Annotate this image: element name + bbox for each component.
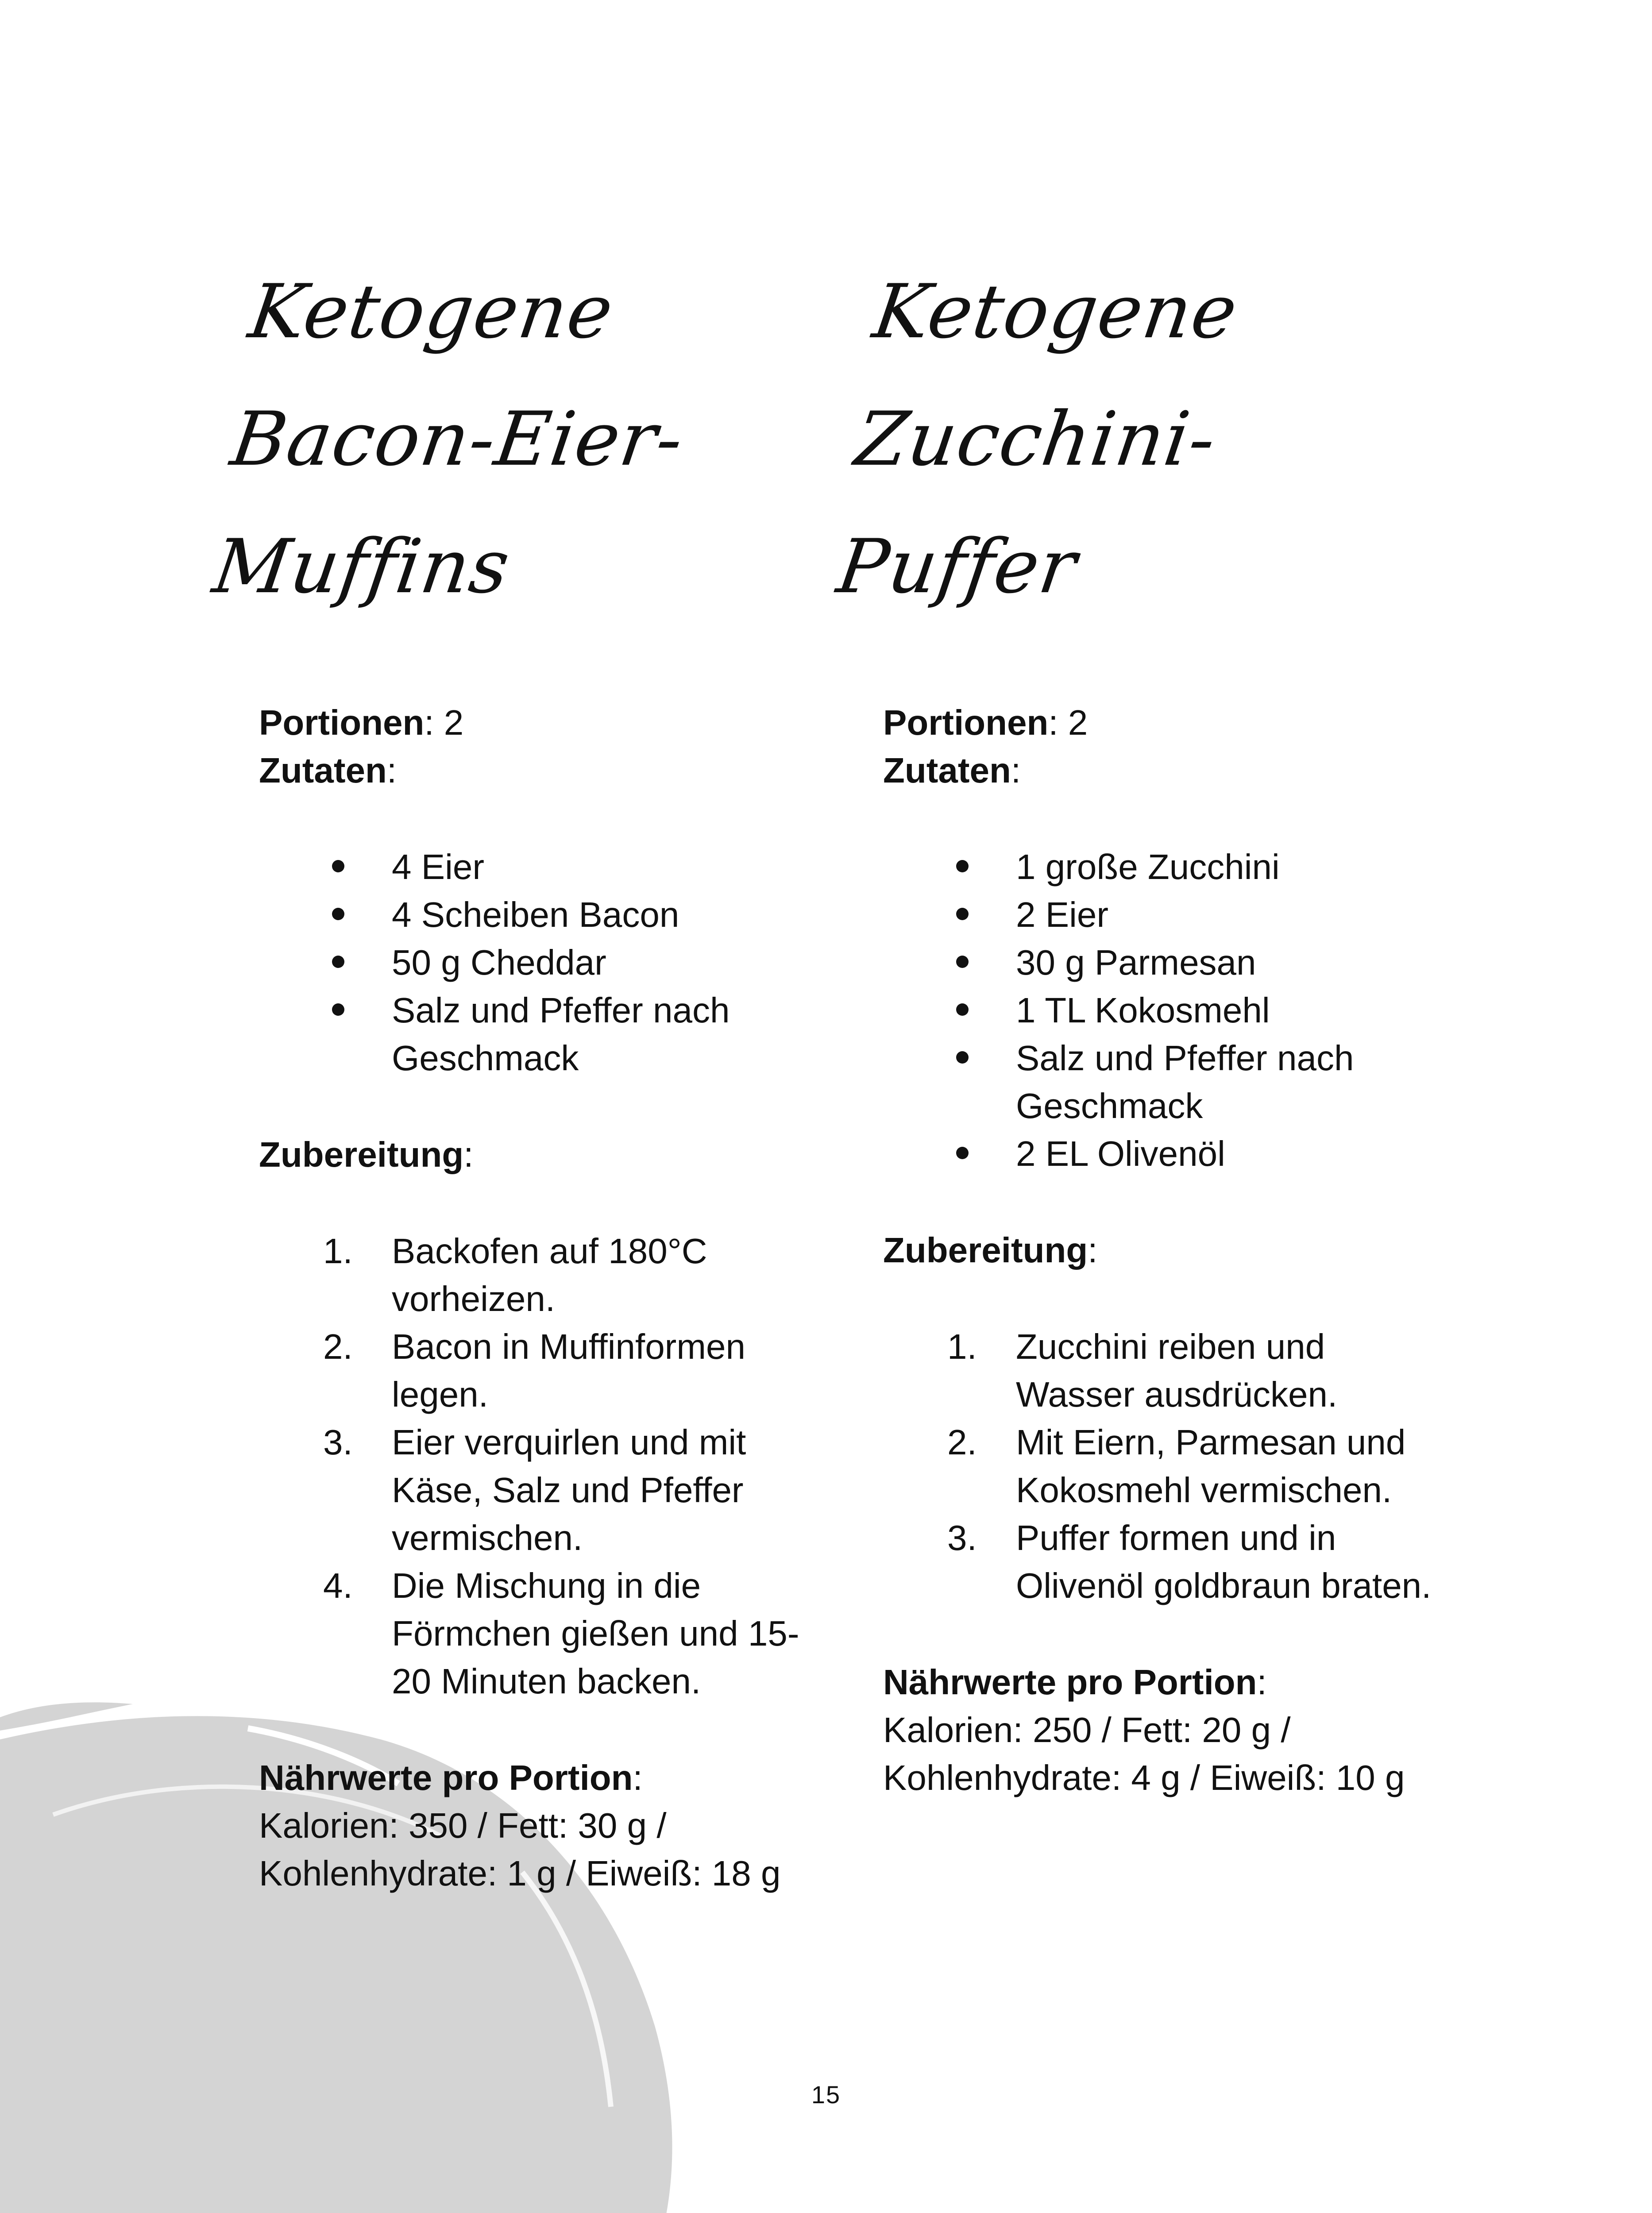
bullet-icon (332, 908, 344, 920)
portions-label: Portionen (883, 703, 1049, 742)
nutrition-line: Kohlenhydrate: 4 g / Eiweiß: 10 g (883, 1758, 1405, 1797)
ingredients-label: Zutaten (259, 751, 387, 790)
list-item: Salz und Pfeffer nach Geschmack (883, 1034, 1441, 1130)
list-item: 2 EL Olivenöl (883, 1130, 1441, 1178)
step-item: 3. Puffer formen und in Olivenöl goldbraun braten. (947, 1518, 1432, 1605)
page-number: 15 (811, 2081, 841, 2109)
step-item: 1. Backofen auf 180°C vorheizen. (323, 1231, 707, 1319)
nutrition-info: Nährwerte pro Portion: Kalorien: 350 / Fett: 30 g / Kohlenhydrate: 1 g / Eiweiß: 18 g (259, 1754, 817, 1897)
step-item: 1. Zucchini reiben und Wasser ausdrücken. (947, 1327, 1338, 1414)
list-item: 30 g Parmesan (883, 939, 1441, 987)
steps-list (883, 1323, 1441, 1610)
list-item: 4 Scheiben Bacon (259, 891, 817, 939)
nutrition-label: Nährwerte pro Portion (883, 1662, 1257, 1702)
nutrition-label: Nährwerte pro Portion (259, 1758, 633, 1797)
step-item: 2. Bacon in Muffinformen legen. (323, 1327, 745, 1414)
step-item: 4. Die Mischung in die Förmchen gießen und 15-20 Minuten backen. (323, 1566, 799, 1701)
recipe-title (830, 248, 1441, 630)
step-item: 3. Eier verquirlen und mit Käse, Salz und Pfeffer vermischen. (323, 1423, 746, 1558)
bullet-icon (956, 908, 969, 920)
recipe-meta: Portionen: 2 Zutaten: (259, 703, 464, 790)
list-item: 4 Eier (259, 843, 817, 891)
bullet-icon (956, 1147, 969, 1159)
ingredients-list (259, 843, 817, 1082)
recipe-title-line2: Puffer (832, 523, 1082, 610)
bullet-icon (956, 956, 969, 968)
list-item: 1 große Zucchini (883, 843, 1441, 891)
nutrition-line: Kohlenhydrate: 1 g / Eiweiß: 18 g (259, 1854, 781, 1893)
bullet-icon (956, 860, 969, 872)
recipe-title (205, 248, 817, 630)
preparation-heading: Zubereitung: (259, 1135, 474, 1174)
recipe-title-line2: Muffins (208, 523, 516, 610)
bullet-icon (332, 956, 344, 968)
bullet-icon (332, 860, 344, 872)
preparation-heading: Zubereitung: (883, 1230, 1098, 1270)
list-item: Salz und Pfeffer nach Geschmack (259, 987, 817, 1082)
recipe-title-line1: Ketogene Zucchini- (850, 268, 1243, 482)
portions-label: Portionen (259, 703, 425, 742)
nutrition-info: Nährwerte pro Portion: Kalorien: 250 / Fett: 20 g / Kohlenhydrate: 4 g / Eiweiß: 10 g (883, 1658, 1441, 1802)
ingredients-list (883, 843, 1441, 1178)
nutrition-line: Kalorien: 250 / Fett: 20 g / (883, 1710, 1291, 1750)
bullet-icon (956, 1051, 969, 1064)
recipe-zucchini-fritters (832, 248, 1441, 1802)
bullet-icon (956, 1003, 969, 1016)
recipe-bacon-egg-muffins (208, 248, 817, 1897)
recipe-meta: Portionen: 2 Zutaten: (883, 703, 1088, 790)
portions-value: : 2 (1048, 703, 1088, 742)
bullet-icon (332, 1003, 344, 1016)
nutrition-line: Kalorien: 350 / Fett: 30 g / (259, 1806, 667, 1845)
recipe-title-line1: Ketogene Bacon-Eier- (226, 268, 689, 482)
list-item: 2 Eier (883, 891, 1441, 939)
step-item: 2. Mit Eiern, Parmesan und Kokosmehl vermischen. (947, 1423, 1406, 1510)
steps-list (259, 1227, 817, 1705)
list-item: 50 g Cheddar (259, 939, 817, 987)
ingredients-label: Zutaten (883, 751, 1011, 790)
list-item: 1 TL Kokosmehl (883, 987, 1441, 1034)
portions-value: : 2 (424, 703, 464, 742)
